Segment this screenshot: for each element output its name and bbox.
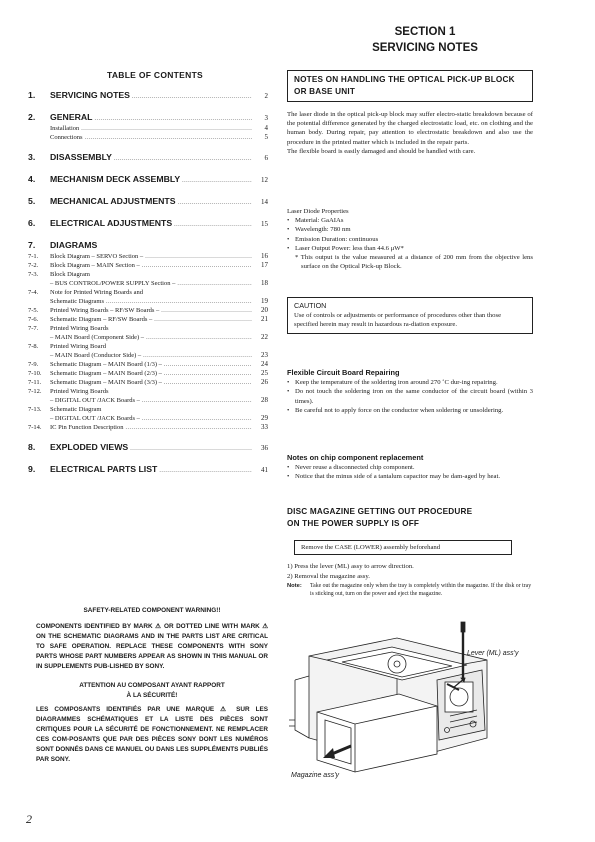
- toc-leader-dots: [159, 468, 252, 474]
- toc-entry-label: Printed Wiring Boards: [50, 388, 109, 395]
- safety-heading: SAFETY-RELATED COMPONENT WARNING!!: [83, 607, 221, 614]
- toc-entry: [28, 342, 268, 351]
- toc-entry: [28, 261, 268, 270]
- laser-properties-title: Laser Diode Properties: [287, 208, 349, 215]
- toc-entry-label: Note for Printed Wiring Boards and: [50, 289, 143, 296]
- toc-entry-page: 17: [261, 261, 268, 269]
- laser-properties-list: [287, 216, 533, 253]
- safety-heading-fr-line1: ATTENTION AU COMPOSANT AYANT RAPPORT: [79, 682, 225, 689]
- toc-entry: [28, 396, 268, 405]
- caution-text: Use of controls or adjustments or performance of procedures other than those specified herein may result in hazardous ra-diation exposure.: [294, 312, 502, 329]
- toc-entry-number: 1.: [28, 90, 36, 100]
- laser-properties: [287, 207, 533, 271]
- toc-entry-label: ELECTRICAL PARTS LIST: [50, 464, 158, 474]
- magazine-label: Magazine ass'y: [291, 772, 340, 779]
- safety-warning: [36, 606, 268, 765]
- note-label: Note:: [287, 583, 302, 589]
- toc-entry-number: 7-5.: [28, 307, 39, 314]
- disc-magazine-title-line2: ON THE POWER SUPPLY IS OFF: [287, 519, 420, 528]
- toc-entry: [28, 315, 268, 324]
- flex-board-title: Flexible Circuit Board Repairing: [287, 368, 400, 377]
- toc-entry-label: IC Pin Function Description: [50, 424, 124, 431]
- toc-entry-number: 2.: [28, 112, 36, 122]
- toc-leader-dots: [132, 94, 252, 100]
- toc-entry-page: 5: [264, 133, 268, 141]
- flex-board-item: • Keep the temperature of the soldering iron around 270 ˚C dur-ing repairing.: [287, 378, 533, 387]
- toc-entry-label: Printed Wiring Board: [50, 343, 106, 350]
- toc-entry-number: 7-10.: [28, 370, 42, 377]
- toc-leader-dots: [130, 446, 252, 452]
- toc-title: TABLE OF CONTENTS: [106, 70, 204, 80]
- toc-entry: [28, 279, 268, 288]
- step-2: 2) Removal the magazine assy.: [287, 573, 370, 580]
- toc-entry-page: 36: [261, 444, 268, 452]
- laser-property-item: • Material: GaAIAs: [287, 216, 533, 225]
- toc-entry-page: 23: [261, 351, 268, 359]
- toc-entry-label: – BUS CONTROL/POWER SUPPLY Section –: [50, 280, 176, 287]
- toc-entry-label: Schematic Diagrams: [50, 298, 104, 305]
- toc-entry: [28, 405, 268, 414]
- toc-entry-page: 25: [261, 369, 268, 377]
- safety-body: COMPONENTS IDENTIFIED BY MARK ⚠ OR DOTTED LINE WITH MARK ⚠ ON THE SCHEMATIC DIAGRAMS AND IN THE PARTS LIST ARE CRITICAL TO SAFE OPERATION. REPLACE THESE COMPONENTS WITH SONY PARTS WHOSE PART NUMBERS APPEAR AS SHOWN IN THIS MANUAL OR IN SUPPLEMENTS PUB-LISHED BY SONY.: [36, 623, 268, 670]
- mechanism-drawing: [287, 620, 533, 790]
- toc-entry: [28, 297, 268, 306]
- toc-entry-number: 7-8.: [28, 343, 39, 350]
- toc-entry-page: 15: [261, 220, 268, 228]
- optical-para-2: The flexible board is easily damaged and should be handled with care.: [287, 147, 476, 155]
- toc-entry-page: 33: [261, 423, 268, 431]
- toc-entry-label: DIAGRAMS: [50, 240, 98, 250]
- toc-entry-page: 18: [261, 279, 268, 287]
- toc-entry-number: 7-3.: [28, 271, 39, 278]
- toc-entry-label: EXPLODED VIEWS: [50, 442, 129, 452]
- toc-entry: [28, 90, 268, 102]
- toc-entry-label: Installation: [50, 125, 80, 132]
- toc-entry-page: 2: [264, 92, 268, 100]
- remove-case-box: Remove the CASE (LOWER) assembly beforehand: [294, 540, 512, 555]
- toc-leader-dots: [178, 200, 253, 206]
- chip-list: [287, 463, 533, 481]
- toc-entry: [28, 360, 268, 369]
- toc-entry-label: ELECTRICAL ADJUSTMENTS: [50, 218, 173, 228]
- toc-entry-page: 29: [261, 414, 268, 422]
- toc-entry: [28, 124, 268, 133]
- toc-entry-page: 19: [261, 297, 268, 305]
- step-1: 1) Press the lever (ML) assy to arrow direction.: [287, 563, 414, 570]
- toc-entry-page: 24: [261, 360, 268, 368]
- toc-entry-number: 7-9.: [28, 361, 39, 368]
- toc-entry-page: 4: [264, 124, 268, 132]
- optical-para-1: The laser diode in the optical pick-up block may suffer electro-static breakdown because of the potential difference generated by the charged electrostatic load, etc. on clothing and the human body. During repair, pay attention to electrostatic breakdown and also use the procedure in the printed matter which is included in the repair parts.: [287, 111, 533, 146]
- toc-entry-number: 6.: [28, 218, 36, 228]
- toc-entry-label: MECHANISM DECK ASSEMBLY: [50, 174, 181, 184]
- toc-entry: [28, 218, 268, 230]
- toc-entry-label: Block Diagram: [50, 271, 90, 278]
- caution-title: CAUTION: [294, 301, 327, 310]
- toc-entry: [28, 288, 268, 297]
- toc-entry-label: Printed Wiring Boards: [50, 325, 109, 332]
- toc-entry-number: 7-13.: [28, 406, 42, 413]
- toc-entry: [28, 414, 268, 423]
- toc-entry-number: 7-2.: [28, 262, 39, 269]
- toc-entry: [28, 351, 268, 360]
- optical-notes-box: NOTES ON HANDLING THE OPTICAL PICK-UP BLOCK OR BASE UNIT: [287, 70, 533, 102]
- safety-heading-fr-line2: À LA SÉCURITÉ!: [126, 692, 178, 699]
- toc-entry-label: – DIGITAL OUT /JACK Boards –: [50, 415, 140, 422]
- toc-entry: [28, 378, 268, 387]
- toc-entry-label: DISASSEMBLY: [50, 152, 112, 162]
- chip-item: • Notice that the minus side of a tantalum capacitor may be dam-aged by heat.: [287, 472, 533, 481]
- toc-entry-number: 7-4.: [28, 289, 39, 296]
- toc-entry-label: Schematic Diagram – RF/SW Boards –: [50, 316, 153, 323]
- toc-entry-number: 9.: [28, 464, 36, 474]
- toc-entry-label: Schematic Diagram – MAIN Board (2/3) –: [50, 370, 162, 377]
- safety-body-fr: LES COMPOSANTS IDENTIFIÉS PAR UNE MARQUE ⚠ SUR LES DIAGRAMMES SCHÉMATIQUES ET LA LISTE DES PIÈCES SONT CRITIQUES POUR LA SÉCURITÉ DE FONCTIONNEMENT. NE REMPLACER CES COM-POSANTS QUE PAR DES PIÈCES SONY DONT LES NUMÉROS SONT DONNÉS DANS CE MANUEL OU DANS LES SUPPLÉMENTS PUBLIÉS PAR SONY.: [36, 706, 268, 763]
- toc-entry-label: GENERAL: [50, 112, 93, 122]
- toc-entry-label: Printed Wiring Boards – RF/SW Boards –: [50, 307, 160, 314]
- magazine-removal-illustration: [287, 620, 533, 790]
- toc-entry: [28, 442, 268, 454]
- disc-magazine-title-line1: DISC MAGAZINE GETTING OUT PROCEDURE: [287, 507, 473, 516]
- toc-leader-dots: [182, 178, 252, 184]
- flex-board-item: • Do not touch the soldering iron on the same conductor of the circuit board (within 3 times).: [287, 387, 533, 405]
- toc-entry-page: 28: [261, 396, 268, 404]
- flex-board-section: [287, 368, 533, 415]
- toc-leader-dots: [94, 116, 252, 122]
- toc-entry: [28, 196, 268, 208]
- toc-leader-dots: [125, 424, 252, 433]
- toc-entry-page: 16: [261, 252, 268, 260]
- toc-entry: [28, 112, 268, 124]
- toc-entry-label: SERVICING NOTES: [50, 90, 130, 100]
- toc-entry-page: 6: [264, 154, 268, 162]
- toc-entry: [28, 174, 268, 186]
- toc-entry: [28, 464, 268, 476]
- toc-entry: [28, 252, 268, 261]
- toc-entry-label: – MAIN Board (Conductor Side) –: [50, 352, 142, 359]
- toc-entry-label: Schematic Diagram: [50, 406, 102, 413]
- toc-entry-label: Block Diagram – MAIN Section –: [50, 262, 140, 269]
- toc-entry-page: 20: [261, 306, 268, 314]
- toc-entry: [28, 270, 268, 279]
- chip-section: [287, 453, 533, 482]
- toc-entry: [28, 333, 268, 342]
- flex-board-item: • Be careful not to apply force on the conductor when soldering or unsoldering.: [287, 406, 533, 415]
- laser-property-item: • Wavelength: 780 nm: [287, 225, 533, 234]
- toc-entry-number: 7-14.: [28, 424, 42, 431]
- toc-entry-number: 7-12.: [28, 388, 42, 395]
- toc-entry-label: – MAIN Board (Component Side) –: [50, 334, 145, 341]
- toc-entry: [28, 324, 268, 333]
- page-number: 2: [26, 812, 32, 826]
- toc-entry-number: 7.: [28, 240, 36, 250]
- toc-entry-label: – DIGITAL OUT /JACK Boards –: [50, 397, 140, 404]
- toc-entry: [28, 152, 268, 164]
- toc-entry-page: 22: [261, 333, 268, 341]
- note-text: Take out the magazine only when the tray is completely within the magazine. If the disk or tray is sticking out, turn on the power and eject the magazine.: [310, 583, 532, 597]
- toc-entry-page: 12: [261, 176, 268, 184]
- disc-magazine-title: [287, 506, 533, 530]
- laser-property-item: • Laser Output Power: less than 44.6 μW*: [287, 244, 533, 253]
- toc-entry-label: Block Diagram – SERVO Section –: [50, 253, 144, 260]
- toc-leader-dots: [114, 156, 252, 162]
- chip-item: • Never reuse a disconnected chip component.: [287, 463, 533, 472]
- caution-box: [287, 297, 533, 334]
- laser-property-item: • Emission Duration: continuous: [287, 235, 533, 244]
- safety-heading-fr: [36, 681, 268, 701]
- lever-label: Lever (ML) ass'y: [467, 650, 519, 657]
- toc-entry-page: 41: [261, 466, 268, 474]
- toc-entry-number: 7-11.: [28, 379, 42, 386]
- toc-entry-number: 7-1.: [28, 253, 39, 260]
- toc-entry-number: 7-7.: [28, 325, 39, 332]
- section-name: SERVICING NOTES: [372, 42, 478, 54]
- toc-entry: [28, 133, 268, 142]
- toc-entry-number: 3.: [28, 152, 36, 162]
- toc-leader-dots: [174, 222, 252, 228]
- toc-entry: [28, 369, 268, 378]
- flex-board-list: [287, 378, 533, 415]
- toc-entry-number: 4.: [28, 174, 36, 184]
- toc-entry-page: 14: [261, 198, 268, 206]
- toc-entry-number: 7-6.: [28, 316, 39, 323]
- toc-entry-label: Schematic Diagram – MAIN Board (1/3) –: [50, 361, 162, 368]
- toc-entry-page: 21: [261, 315, 268, 323]
- toc-entry-page: 3: [264, 114, 268, 122]
- toc-entry: [28, 306, 268, 315]
- toc-entry: [28, 423, 268, 432]
- toc-entry-number: 5.: [28, 196, 36, 206]
- optical-notes-text: [287, 110, 533, 156]
- toc-entry-page: 26: [261, 378, 268, 386]
- procedure-steps: [287, 562, 533, 598]
- toc-entry-number: 8.: [28, 442, 36, 452]
- procedure-note: [287, 582, 533, 598]
- section-title: [300, 24, 550, 56]
- toc-entry-label: MECHANICAL ADJUSTMENTS: [50, 196, 176, 206]
- section-number: SECTION 1: [394, 26, 456, 38]
- toc-leader-dots: [85, 134, 253, 143]
- toc-entry-label: Schematic Diagram – MAIN Board (3/3) –: [50, 379, 162, 386]
- toc-entry-label: Connections: [50, 134, 83, 141]
- toc-entry: [28, 240, 268, 252]
- toc-entry: [28, 387, 268, 396]
- laser-properties-note: * This output is the value measured at a distance of 200 mm from the objective lens surface on the Optical Pick-up Block.: [295, 254, 533, 271]
- table-of-contents: [28, 90, 268, 476]
- chip-title: Notes on chip component replacement: [287, 453, 424, 462]
